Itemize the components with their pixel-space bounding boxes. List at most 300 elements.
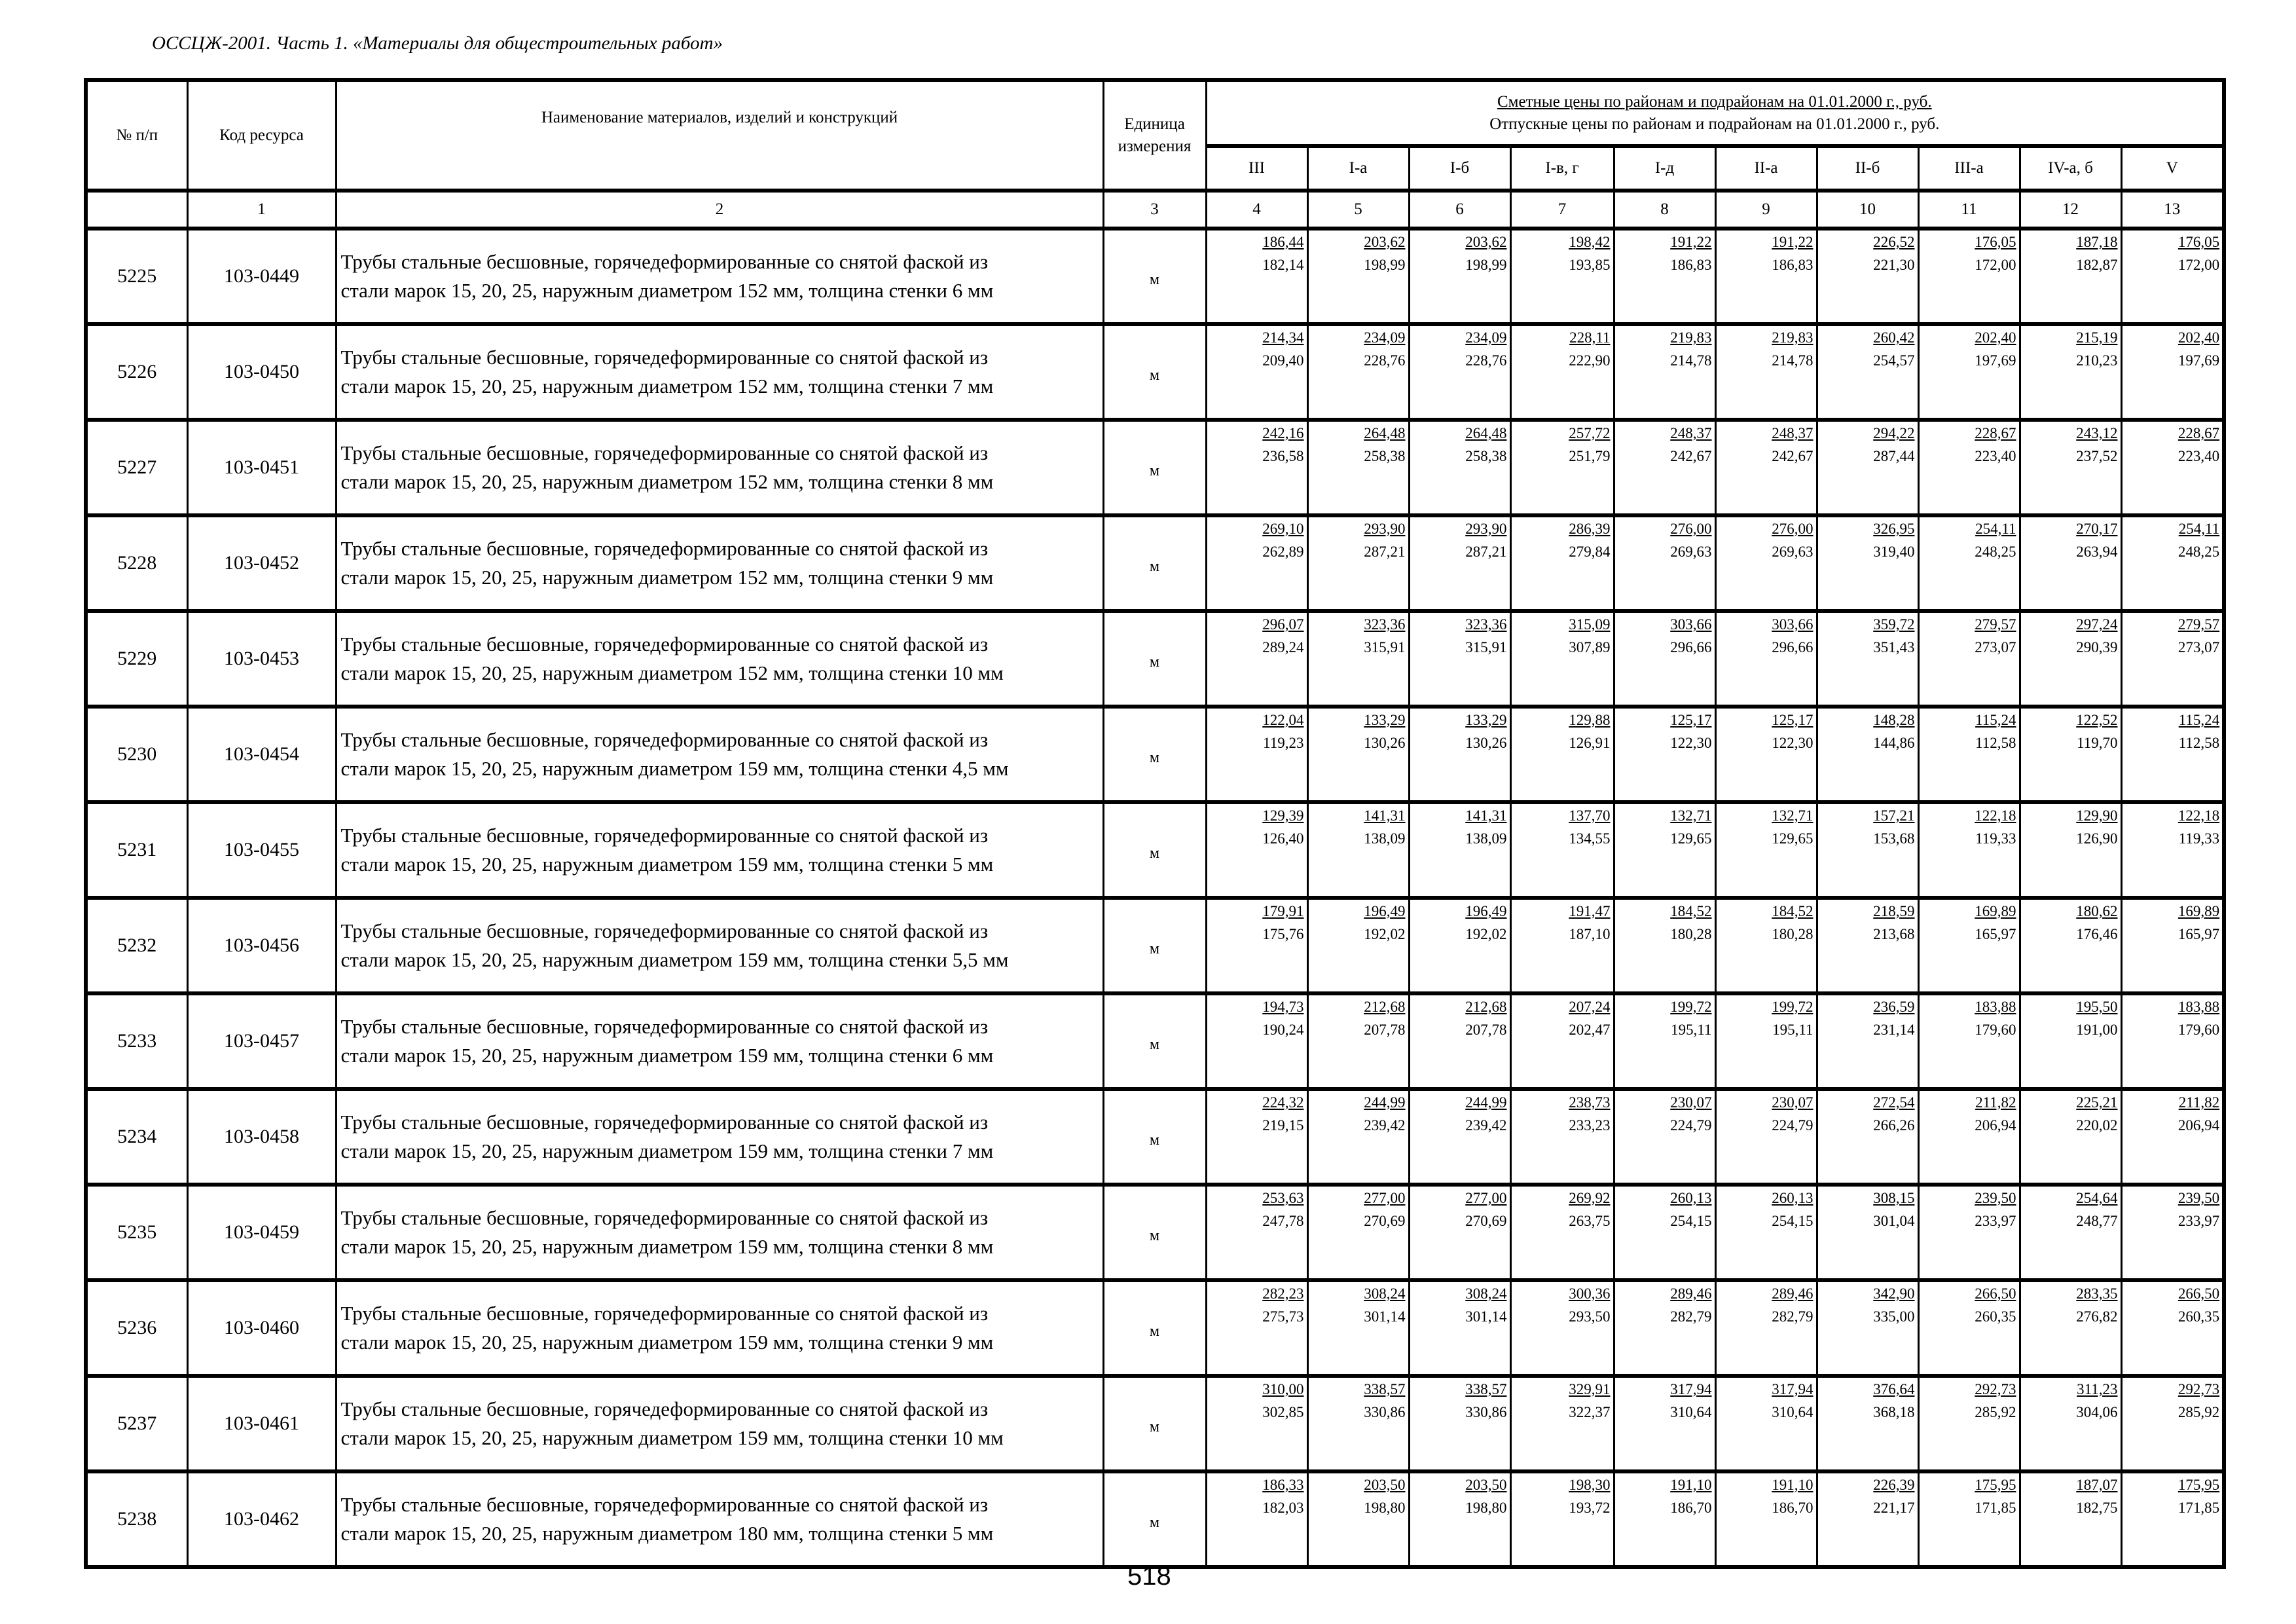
release-price: 247,78 [1262, 1213, 1304, 1229]
estimate-price: 292,73 [2178, 1381, 2220, 1397]
price-cell [1817, 707, 1918, 802]
estimate-price: 157,21 [1873, 807, 1915, 824]
price-cell [1206, 1376, 1307, 1471]
release-price: 221,17 [1873, 1500, 1915, 1516]
estimate-price: 310,00 [1262, 1381, 1304, 1397]
price-cell [1206, 707, 1307, 802]
price-cell [1918, 1185, 2020, 1280]
price-cell [1817, 1185, 1918, 1280]
release-price: 122,30 [1670, 735, 1712, 751]
price-cell [1510, 324, 1614, 420]
estimate-price: 234,09 [1364, 329, 1406, 346]
price-cell [1918, 1089, 2020, 1185]
unit: м [1103, 707, 1206, 802]
release-price: 319,40 [1873, 544, 1915, 560]
price-cell [1307, 707, 1409, 802]
release-price: 129,65 [1670, 830, 1712, 847]
price-cell [1307, 229, 1409, 324]
estimate-price: 277,00 [1364, 1190, 1406, 1206]
price-cell [1918, 515, 2020, 611]
price-cell [1817, 898, 1918, 993]
material-name-line: стали марок 15, 20, 25, наружным диаметром 152 мм, толщина стенки 10 мм [340, 661, 1004, 684]
material-name-line: стали марок 15, 20, 25, наружным диаметром 159 мм, толщина стенки 7 мм [340, 1139, 994, 1162]
estimate-price: 133,29 [1465, 712, 1507, 728]
unit: м [1103, 802, 1206, 898]
release-price: 322,37 [1569, 1404, 1611, 1420]
release-price: 198,80 [1465, 1500, 1507, 1516]
material-name-line: Трубы стальные бесшовные, горячедеформированные со снятой фаской из [340, 728, 989, 751]
unit: м [1103, 420, 1206, 515]
release-price: 262,89 [1262, 544, 1304, 560]
estimate-price: 276,00 [1670, 521, 1712, 537]
price-cell [1510, 1185, 1614, 1280]
estimate-price: 199,72 [1772, 999, 1813, 1015]
price-cell [1918, 1471, 2020, 1567]
material-name [336, 993, 1103, 1089]
table-row [86, 1089, 2224, 1185]
estimate-price: 323,36 [1465, 616, 1507, 633]
estimate-price: 264,48 [1465, 425, 1507, 441]
estimate-price: 338,57 [1465, 1381, 1507, 1397]
release-price: 258,38 [1465, 448, 1507, 464]
price-cell [1307, 1185, 1409, 1280]
estimate-price: 148,28 [1873, 712, 1915, 728]
release-price: 233,97 [1975, 1213, 2016, 1229]
release-price: 224,79 [1772, 1117, 1813, 1134]
release-price: 307,89 [1569, 639, 1611, 655]
estimate-price: 180,62 [2076, 903, 2118, 919]
price-cell [1510, 993, 1614, 1089]
price-cell [1206, 898, 1307, 993]
price-cell [1715, 993, 1817, 1089]
price-cell [1307, 420, 1409, 515]
release-price: 192,02 [1465, 926, 1507, 942]
price-cell [1614, 898, 1715, 993]
release-price: 112,58 [2178, 735, 2220, 751]
release-price: 179,60 [2178, 1022, 2220, 1038]
material-name [336, 802, 1103, 898]
release-price: 126,90 [2076, 830, 2118, 847]
estimate-price: 203,62 [1364, 234, 1406, 250]
estimate-price: 257,72 [1569, 425, 1611, 441]
material-name-line: стали марок 15, 20, 25, наружным диаметром 152 мм, толщина стенки 9 мм [340, 566, 994, 589]
estimate-price: 219,83 [1772, 329, 1813, 346]
material-name-line: Трубы стальные бесшовные, горячедеформированные со снятой фаской из [340, 1397, 989, 1420]
price-cell [1614, 611, 1715, 707]
estimate-price: 254,64 [2076, 1190, 2118, 1206]
price-cell [1817, 1376, 1918, 1471]
resource-code: 103-0449 [187, 229, 336, 324]
column-number: 7 [1510, 191, 1614, 229]
estimate-price: 308,24 [1465, 1285, 1507, 1302]
region-header: II-б [1817, 146, 1918, 191]
estimate-price: 243,12 [2076, 425, 2118, 441]
region-header: I-в, г [1510, 146, 1614, 191]
price-cell [2121, 898, 2224, 993]
estimate-price: 230,07 [1670, 1094, 1712, 1111]
price-cell [1614, 1471, 1715, 1567]
price-cell [1715, 1471, 1817, 1567]
price-cell [1409, 802, 1510, 898]
material-name-line: Трубы стальные бесшовные, горячедеформированные со снятой фаской из [340, 1302, 989, 1325]
release-price: 207,78 [1465, 1022, 1507, 1038]
price-cell [2020, 898, 2121, 993]
estimate-price: 184,52 [1670, 903, 1712, 919]
price-cell [1409, 229, 1510, 324]
price-cell [2020, 611, 2121, 707]
header-name: Наименование материалов, изделий и конструкций [336, 80, 1103, 191]
price-cell [1817, 611, 1918, 707]
price-cell [1409, 1471, 1510, 1567]
estimate-price: 186,44 [1262, 234, 1304, 250]
release-price: 251,79 [1569, 448, 1611, 464]
header-num: № п/п [86, 80, 187, 191]
estimate-price: 183,88 [1975, 999, 2016, 1015]
release-price: 282,79 [1670, 1308, 1712, 1325]
price-cell [1206, 802, 1307, 898]
material-name-line: стали марок 15, 20, 25, наружным диаметром 159 мм, толщина стенки 6 мм [340, 1044, 994, 1067]
release-price: 182,75 [2076, 1500, 2118, 1516]
release-price: 206,94 [1975, 1117, 2016, 1134]
region-header: I-а [1307, 146, 1409, 191]
estimate-price: 176,05 [1975, 234, 2016, 250]
release-price: 112,58 [1975, 735, 2016, 751]
release-price: 134,55 [1569, 830, 1611, 847]
price-cell [1715, 1089, 1817, 1185]
release-price: 254,57 [1873, 352, 1915, 369]
header-prices [1206, 80, 2224, 146]
column-number: 11 [1918, 191, 2020, 229]
release-price: 237,52 [2076, 448, 2118, 464]
release-price: 182,03 [1262, 1500, 1304, 1516]
table-row [86, 1376, 2224, 1471]
price-cell [1409, 611, 1510, 707]
price-cell [1409, 420, 1510, 515]
release-price: 330,86 [1465, 1404, 1507, 1420]
price-cell [1307, 898, 1409, 993]
column-number: 13 [2121, 191, 2224, 229]
release-price: 239,42 [1364, 1117, 1406, 1134]
resource-code: 103-0460 [187, 1280, 336, 1376]
price-cell [1614, 802, 1715, 898]
row-number: 5230 [86, 707, 187, 802]
material-name [336, 611, 1103, 707]
unit: м [1103, 1185, 1206, 1280]
estimate-price: 311,23 [2077, 1381, 2118, 1397]
price-cell [1307, 1280, 1409, 1376]
price-cell [1206, 611, 1307, 707]
estimate-price: 196,49 [1364, 903, 1406, 919]
region-header: III [1206, 146, 1307, 191]
price-cell [1715, 1185, 1817, 1280]
estimate-price: 315,09 [1569, 616, 1611, 633]
estimate-price: 212,68 [1465, 999, 1507, 1015]
estimate-price: 202,40 [1975, 329, 2016, 346]
row-number: 5231 [86, 802, 187, 898]
row-number: 5228 [86, 515, 187, 611]
release-price: 287,21 [1364, 544, 1406, 560]
price-cell [1409, 1280, 1510, 1376]
price-cell [1510, 1376, 1614, 1471]
unit: м [1103, 898, 1206, 993]
price-cell [1918, 802, 2020, 898]
estimate-price: 183,88 [2178, 999, 2220, 1015]
price-cell [1715, 420, 1817, 515]
row-number: 5226 [86, 324, 187, 420]
row-number: 5225 [86, 229, 187, 324]
material-name-line: Трубы стальные бесшовные, горячедеформированные со снятой фаской из [340, 441, 989, 464]
price-cell [1918, 324, 2020, 420]
release-price: 290,39 [2076, 639, 2118, 655]
resource-code: 103-0457 [187, 993, 336, 1089]
estimate-price: 175,95 [2178, 1477, 2220, 1493]
estimate-price: 226,39 [1873, 1477, 1915, 1493]
price-cell [1206, 1471, 1307, 1567]
release-price: 186,70 [1772, 1500, 1813, 1516]
estimate-price: 198,30 [1569, 1477, 1611, 1493]
material-name-line: стали марок 15, 20, 25, наружным диаметром 159 мм, толщина стенки 5,5 мм [340, 948, 1009, 971]
unit: м [1103, 611, 1206, 707]
estimate-price: 179,91 [1262, 903, 1304, 919]
price-cell [1206, 1280, 1307, 1376]
estimate-price: 228,67 [2178, 425, 2220, 441]
release-price: 172,00 [1975, 257, 2016, 273]
price-cell [2020, 324, 2121, 420]
release-price: 213,68 [1873, 926, 1915, 942]
release-price: 138,09 [1364, 830, 1406, 847]
release-price: 335,00 [1873, 1308, 1915, 1325]
release-price: 315,91 [1465, 639, 1507, 655]
region-header: IV-а, б [2020, 146, 2121, 191]
estimate-price: 212,68 [1364, 999, 1406, 1015]
estimate-price: 199,72 [1670, 999, 1712, 1015]
page-number: 518 [1127, 1562, 1171, 1591]
release-price: 315,91 [1364, 639, 1406, 655]
resource-code: 103-0462 [187, 1471, 336, 1567]
table-row [86, 1471, 2224, 1567]
estimate-price: 300,36 [1569, 1285, 1611, 1302]
row-number: 5227 [86, 420, 187, 515]
price-cell [1817, 420, 1918, 515]
price-cell [2020, 1089, 2121, 1185]
price-cell [1510, 707, 1614, 802]
estimate-price: 196,49 [1465, 903, 1507, 919]
price-cell [1614, 324, 1715, 420]
price-cell [1614, 1089, 1715, 1185]
price-cell [1206, 1089, 1307, 1185]
estimate-price: 195,50 [2076, 999, 2118, 1015]
estimate-price: 234,09 [1465, 329, 1507, 346]
release-price: 198,80 [1364, 1500, 1406, 1516]
unit: м [1103, 993, 1206, 1089]
material-name-line: Трубы стальные бесшовные, горячедеформированные со снятой фаской из [340, 1015, 989, 1038]
estimate-price: 248,37 [1670, 425, 1712, 441]
price-cell [1307, 1471, 1409, 1567]
price-cell [1614, 1185, 1715, 1280]
price-cell [2121, 515, 2224, 611]
price-cell [1715, 515, 1817, 611]
price-cell [1715, 1280, 1817, 1376]
material-name-line: Трубы стальные бесшовные, горячедеформированные со снятой фаской из [340, 633, 989, 655]
region-header: V [2121, 146, 2224, 191]
release-price: 273,07 [1975, 639, 2016, 655]
material-name [336, 1280, 1103, 1376]
material-name-line: стали марок 15, 20, 25, наружным диаметром 159 мм, толщина стенки 4,5 мм [340, 757, 1009, 780]
release-price: 153,68 [1873, 830, 1915, 847]
estimate-price: 122,18 [1975, 807, 2016, 824]
estimate-price: 207,24 [1569, 999, 1611, 1015]
material-name [336, 1471, 1103, 1567]
price-cell [1715, 1376, 1817, 1471]
estimate-price: 253,63 [1262, 1190, 1304, 1206]
release-price: 275,73 [1262, 1308, 1304, 1325]
release-price: 197,69 [1975, 352, 2016, 369]
resource-code: 103-0453 [187, 611, 336, 707]
release-price: 263,94 [2076, 544, 2118, 560]
estimate-price: 289,46 [1670, 1285, 1712, 1302]
release-price: 221,30 [1873, 257, 1915, 273]
estimate-price: 226,52 [1873, 234, 1915, 250]
price-cell [1510, 1089, 1614, 1185]
estimate-price: 254,11 [1975, 521, 2016, 537]
unit: м [1103, 1376, 1206, 1471]
column-number: 2 [336, 191, 1103, 229]
table-row [86, 229, 2224, 324]
price-cell [1918, 229, 2020, 324]
price-cell [1510, 611, 1614, 707]
release-price: 202,47 [1569, 1022, 1611, 1038]
estimate-price: 230,07 [1772, 1094, 1813, 1111]
release-price: 165,97 [2178, 926, 2220, 942]
release-price: 223,40 [2178, 448, 2220, 464]
row-number: 5235 [86, 1185, 187, 1280]
estimate-price: 115,24 [2178, 712, 2220, 728]
release-price: 172,00 [2178, 257, 2220, 273]
table-row [86, 802, 2224, 898]
price-cell [1918, 1376, 2020, 1471]
release-price: 214,78 [1772, 352, 1813, 369]
estimate-price: 277,00 [1465, 1190, 1507, 1206]
price-cell [2121, 1089, 2224, 1185]
release-price: 266,26 [1873, 1117, 1915, 1134]
release-price: 242,67 [1670, 448, 1712, 464]
release-price: 182,14 [1262, 257, 1304, 273]
material-name-line: стали марок 15, 20, 25, наружным диаметром 159 мм, толщина стенки 9 мм [340, 1331, 994, 1354]
price-cell [1817, 1089, 1918, 1185]
release-price: 296,66 [1772, 639, 1813, 655]
estimate-price: 329,91 [1569, 1381, 1611, 1397]
estimate-price: 308,24 [1364, 1285, 1406, 1302]
estimate-price: 269,10 [1262, 521, 1304, 537]
price-cell [1715, 324, 1817, 420]
release-price: 301,14 [1465, 1308, 1507, 1325]
release-price: 186,70 [1670, 1500, 1712, 1516]
material-name-line: стали марок 15, 20, 25, наружным диаметром 152 мм, толщина стенки 7 мм [340, 375, 994, 397]
row-number: 5233 [86, 993, 187, 1089]
price-cell [1206, 515, 1307, 611]
price-cell [1918, 1280, 2020, 1376]
release-price: 138,09 [1465, 830, 1507, 847]
release-price: 119,33 [2178, 830, 2220, 847]
release-price: 248,77 [2076, 1213, 2118, 1229]
material-name [336, 324, 1103, 420]
estimate-price: 141,31 [1465, 807, 1507, 824]
estimate-price: 203,50 [1465, 1477, 1507, 1493]
column-number: 9 [1715, 191, 1817, 229]
row-number: 5229 [86, 611, 187, 707]
estimate-price: 292,73 [1975, 1381, 2016, 1397]
estimate-price: 129,88 [1569, 712, 1611, 728]
material-name [336, 420, 1103, 515]
estimate-price: 296,07 [1262, 616, 1304, 633]
table-row [86, 1280, 2224, 1376]
column-number: 1 [187, 191, 336, 229]
material-name-line: стали марок 15, 20, 25, наружным диаметром 159 мм, толщина стенки 5 мм [340, 853, 994, 876]
estimate-price: 202,40 [2178, 329, 2220, 346]
estimate-price: 260,13 [1772, 1190, 1813, 1206]
release-price: 228,76 [1364, 352, 1406, 369]
release-price: 254,15 [1670, 1213, 1712, 1229]
table-row [86, 707, 2224, 802]
estimate-price: 338,57 [1364, 1381, 1406, 1397]
estimate-price: 279,57 [2178, 616, 2220, 633]
column-number: 4 [1206, 191, 1307, 229]
price-cell [2121, 1376, 2224, 1471]
header-unit: Единица измерения [1103, 80, 1206, 191]
table-row [86, 324, 2224, 420]
estimate-price: 191,10 [1772, 1477, 1813, 1493]
estimate-price: 122,04 [1262, 712, 1304, 728]
material-name-line: Трубы стальные бесшовные, горячедеформированные со снятой фаской из [340, 1206, 989, 1229]
estimate-price: 342,90 [1873, 1285, 1915, 1302]
release-price: 171,85 [1975, 1500, 2016, 1516]
release-price: 263,75 [1569, 1213, 1611, 1229]
estimate-price: 279,57 [1975, 616, 2016, 633]
estimate-price: 224,32 [1262, 1094, 1304, 1111]
release-price: 269,63 [1772, 544, 1813, 560]
release-price: 210,23 [2076, 352, 2118, 369]
price-cell [1614, 515, 1715, 611]
estimate-price: 215,19 [2076, 329, 2118, 346]
material-name-line: Трубы стальные бесшовные, горячедеформированные со снятой фаской из [340, 250, 989, 273]
release-price: 248,25 [2178, 544, 2220, 560]
price-cell [1510, 515, 1614, 611]
material-name [336, 229, 1103, 324]
release-price: 260,35 [1975, 1308, 2016, 1325]
price-cell [2020, 1185, 2121, 1280]
table-row [86, 898, 2224, 993]
release-price: 222,90 [1569, 352, 1611, 369]
release-price: 273,07 [2178, 639, 2220, 655]
estimate-price: 187,18 [2076, 234, 2118, 250]
estimate-price: 191,47 [1569, 903, 1611, 919]
release-price: 186,83 [1670, 257, 1712, 273]
release-price: 195,11 [1671, 1022, 1712, 1038]
price-cell [2020, 420, 2121, 515]
release-price: 198,99 [1465, 257, 1507, 273]
release-price: 287,21 [1465, 544, 1507, 560]
release-price: 236,58 [1262, 448, 1304, 464]
price-cell [1206, 229, 1307, 324]
price-cell [1510, 1471, 1614, 1567]
material-name-line: Трубы стальные бесшовные, горячедеформированные со снятой фаской из [340, 537, 989, 560]
material-name [336, 898, 1103, 993]
estimate-price: 191,22 [1670, 234, 1712, 250]
estimate-price: 203,50 [1364, 1477, 1406, 1493]
estimate-price: 266,50 [1975, 1285, 2016, 1302]
estimate-price: 289,46 [1772, 1285, 1813, 1302]
material-name [336, 1376, 1103, 1471]
